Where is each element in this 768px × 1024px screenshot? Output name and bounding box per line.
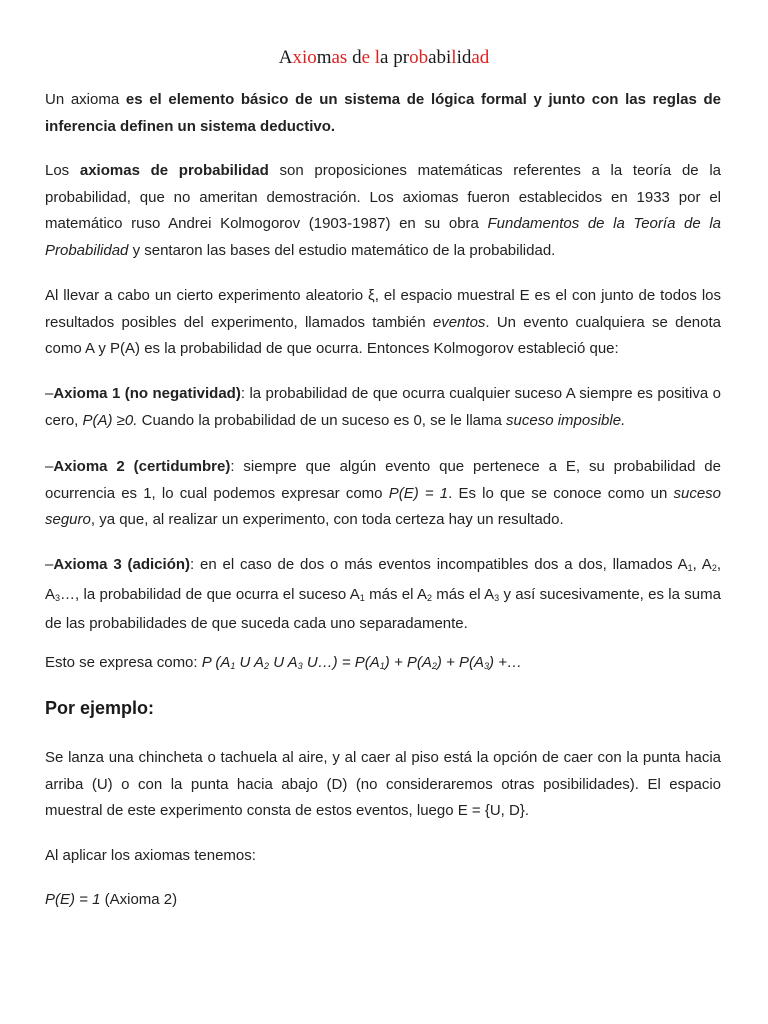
axioms-apply-paragraph: Al aplicar los axiomas tenemos:: [45, 847, 256, 864]
title-segment: as: [331, 47, 348, 68]
formula-part: U A: [269, 654, 298, 671]
axiom-label: Axioma 3 (adición): [53, 556, 191, 573]
title-segment: ad: [471, 47, 490, 68]
text: más el A: [431, 585, 495, 603]
title-segment: id: [456, 47, 472, 68]
subscript: 1: [687, 563, 693, 573]
result-paragraph: [45, 887, 721, 914]
bold-text: axiomas de probabilidad: [79, 162, 269, 179]
text: (Axioma 2): [100, 891, 178, 908]
axiom-label: Axioma 2 (certidumbre): [53, 458, 231, 475]
subscript: 2: [711, 563, 717, 573]
text: Esto se expresa como:: [45, 654, 202, 671]
dash: –: [45, 385, 54, 402]
title-segment: xio: [292, 47, 317, 68]
kolmogorov-paragraph: [45, 158, 721, 264]
document-title: [0, 47, 768, 69]
title-segment: abi: [428, 47, 452, 68]
text: son proposiciones matemáticas referentes a la teoría de la probabilidad, que no ameritan demostración. Los axiomas fueron establecidos en 1933 por el matemático ruso Andrei Kolmogorov (1903-1987) en su obra: [45, 162, 721, 232]
intro-paragraph: [45, 87, 721, 140]
subscript: 1: [359, 592, 365, 603]
subscript: 3: [484, 661, 490, 671]
text: más el A: [364, 585, 427, 603]
title-segment: d: [347, 47, 362, 68]
text: y así sucesivamente, es la suma de las probabilidades de que suceda cada uno separadamente.: [45, 585, 721, 632]
subscript: 3: [494, 592, 500, 603]
title-segment: ob: [409, 47, 429, 68]
italic-text: P(E) = 1: [45, 891, 101, 908]
axiom-label: Axioma 1 (no negatividad): [53, 385, 241, 402]
formula-part: U A: [235, 654, 265, 671]
example-paragraph: Se lanza una chincheta o tachuela al aire, y al caer al piso está la opción de caer con la punta hacia arriba (U) o con la punta hacia abajo (D) (no consideraremos otras posibilidades). El espacio muestral de este experimento consta de estos eventos, luego E = {U, D}.: [45, 749, 721, 819]
dash: –: [45, 458, 54, 475]
italic-text: P(E) = 1: [388, 484, 449, 502]
text: Un axioma: [45, 91, 126, 108]
formula-part: P (A: [201, 654, 231, 671]
italic-text: suceso seguro: [45, 484, 722, 528]
subscript: 2: [431, 661, 437, 671]
title-segment: e: [361, 47, 371, 68]
title-segment: l: [374, 47, 381, 68]
formula-part: ) +…: [489, 654, 522, 671]
text: …, la probabilidad de que ocurra el suceso A: [60, 585, 360, 603]
formula: [202, 654, 522, 671]
bold-text: es el elemento básico de un sistema de lógica formal y junto con las reglas de inferencia definen un sistema deductivo.: [45, 91, 721, 135]
subscript: 1: [230, 661, 236, 671]
text: , A: [692, 556, 712, 573]
italic-text: eventos: [432, 313, 486, 331]
title-segment: a pr: [380, 47, 410, 68]
axiom-3-paragraph: [45, 552, 721, 638]
text: Cuando la probabilidad de un suceso es 0, se le llama: [137, 411, 507, 429]
subscript: 1: [379, 661, 385, 671]
example-heading: Por ejemplo:: [45, 698, 155, 718]
text: . Es lo que se conoce como un: [448, 484, 674, 502]
italic-text: suceso imposible.: [506, 411, 626, 429]
formula-part: ) + P(A: [436, 654, 485, 671]
italic-text: P(A) ≥0.: [82, 411, 138, 429]
subscript: 3: [297, 661, 303, 671]
axiom-2-paragraph: [45, 454, 721, 534]
italic-text: Fundamentos de la Teoría de la Probabilidad: [45, 215, 722, 259]
text: Los: [45, 162, 80, 179]
text: y sentaron las bases del estudio matemático de la probabilidad.: [128, 241, 556, 259]
axiom-1-paragraph: [45, 381, 721, 434]
text: : siempre que algún evento que pertenece a E, su probabilidad de ocurrencia es 1, lo cual podemos expresar como: [45, 458, 721, 502]
text: . Un evento cualquiera se denota como A y P(A) es la probabilidad de que ocurra. Entonces Kolmogorov estableció que:: [45, 313, 721, 357]
subscript: 2: [426, 592, 432, 603]
title-segment: m: [316, 47, 332, 68]
experiment-paragraph: [45, 283, 721, 363]
title-segment: A: [278, 47, 293, 68]
subscript: 3: [55, 592, 61, 603]
formula-paragraph: [45, 650, 721, 680]
text: , ya que, al realizar un experimento, con toda certeza hay un resultado.: [90, 511, 564, 528]
subscript: 2: [264, 661, 270, 671]
text: , A: [45, 556, 721, 603]
text: Al llevar a cabo un cierto experimento aleatorio ξ, el espacio muestral E es el con junto de todos los resultados posibles del experimento, llamados también: [45, 287, 721, 331]
formula-part: U…) = P(A: [302, 654, 380, 671]
text: : en el caso de dos o más eventos incompatibles dos a dos, llamados A: [190, 556, 688, 573]
text: : la probabilidad de que ocurra cualquier suceso A siempre es positiva o cero,: [45, 385, 721, 429]
formula-part: ) + P(A: [384, 654, 432, 671]
dash: –: [45, 556, 54, 573]
title-segment: l: [451, 47, 457, 68]
